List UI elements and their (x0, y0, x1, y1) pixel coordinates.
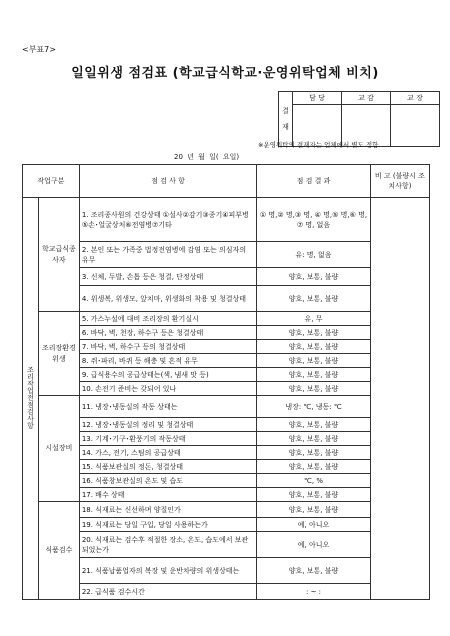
check-item: 13. 기계･기구･환풍기의 작동상태 (79, 432, 256, 446)
check-result[interactable]: 양호, 보통, 불량 (257, 558, 371, 584)
check-result[interactable]: 유, 무 (257, 312, 371, 326)
check-result[interactable]: 유: 명, 없음 (257, 242, 371, 268)
check-item: 18. 식재료는 신선하며 양질인가 (79, 502, 256, 518)
check-item: 17. 배수 상태 (79, 488, 256, 502)
check-item: 22. 급식품 검수시간 (79, 584, 256, 600)
check-item: 19. 식재료는 당일 구입, 당일 사용하는가 (79, 518, 256, 532)
approval-col-principal: 교 장 (391, 92, 440, 105)
signature-cell[interactable] (391, 105, 440, 147)
check-result[interactable]: 양호, 보통, 불량 (257, 446, 371, 460)
remark-cell[interactable] (370, 198, 429, 600)
check-item: 3. 신체, 두발, 손톱 등은 청결, 단정상태 (79, 268, 256, 286)
check-item: 7. 바닥, 벽, 하수구 등의 청결상태 (79, 340, 256, 354)
check-result[interactable]: 양호, 보통, 불량 (257, 354, 371, 368)
check-item: 14. 가스, 전기, 스팀의 공급상태 (79, 446, 256, 460)
approval-note: ※운영위탁의 결재자는 업체에서 별도 정함 (258, 141, 379, 149)
check-result[interactable]: 양호, 보통, 불량 (257, 286, 371, 312)
form-tag: <부표7> (22, 45, 56, 54)
header-remarks: 비 고 (불량시 조치사항) (370, 165, 429, 198)
check-result[interactable]: 양호, 보통, 불량 (257, 340, 371, 354)
group-label: 식품검수 (38, 502, 79, 600)
check-item: 12. 냉장･냉동실의 정리 및 청결상태 (79, 418, 256, 432)
check-result[interactable]: 양호, 보통, 불량 (257, 268, 371, 286)
check-result[interactable]: 냉장: ℃, 냉동: ℃ (257, 396, 371, 418)
check-result[interactable]: 양호, 보통, 불량 (257, 368, 371, 382)
approval-col-staff: 담 당 (293, 92, 342, 105)
group-label: 시설장비 (38, 396, 79, 502)
check-result[interactable]: 양호, 보통, 불량 (257, 488, 371, 502)
check-item: 20. 식재료는 검수후 적절한 장소, 온도, 습도에서 보관되었는가 (79, 532, 256, 558)
header-results: 점 검 결 과 (257, 165, 371, 198)
check-item: 16. 식품창보관실의 온도 및 습도 (79, 474, 256, 488)
header-items: 점 검 사 항 (79, 165, 256, 198)
check-result[interactable]: 양호, 보통, 불량 (257, 502, 371, 518)
main-category: 조리작업전점검사항 (23, 198, 39, 600)
check-result[interactable]: 양호, 보통, 불량 (257, 382, 371, 396)
check-item: 2. 본인 또는 가족중 법정전염병에 감염 또는 의심자의 유무 (79, 242, 256, 268)
check-result[interactable]: 양호, 보통, 불량 (257, 460, 371, 474)
check-item: 4. 위생복, 위생모, 앞치마, 위생화의 착용 및 청결상태 (79, 286, 256, 312)
check-result[interactable]: ℃, % (257, 474, 371, 488)
check-result[interactable]: ① 명,② 명,③ 명, ④ 명,⑤ 명,⑥ 명, ⑦ 명, 없음 (257, 198, 371, 242)
check-result[interactable]: : ~ : (257, 584, 371, 600)
group-label: 조리장환경위생 (38, 312, 79, 396)
check-result[interactable]: 예, 아니오 (257, 532, 371, 558)
check-item: 5. 가스누설에 대비 조리장의 환기실시 (79, 312, 256, 326)
check-item: 6. 바닥, 벽, 천장, 하수구 등은 청결상태 (79, 326, 256, 340)
approval-box (278, 91, 440, 147)
check-item: 15. 식품보관실의 정돈, 청결상태 (79, 460, 256, 474)
group-label: 학교급식종사자 (38, 198, 79, 312)
check-item: 11. 냉장･냉동실의 작동 상태는 (79, 396, 256, 418)
check-item: 21. 식품납품업자의 복장 및 운반차량의 위생상태는 (79, 558, 256, 584)
check-result[interactable]: 양호, 보통, 불량 (257, 326, 371, 340)
check-item: 8. 쥐･파리, 바퀴 등 해충 및 흔적 유무 (79, 354, 256, 368)
check-result[interactable]: 양호, 보통, 불량 (257, 418, 371, 432)
header-category: 작업구분 (23, 165, 80, 198)
check-item: 9. 급식용수의 공급상태는(색, 냄새 맛 등) (79, 368, 256, 382)
check-item: 10. 손전기 준비는 갖되어 있나 (79, 382, 256, 396)
approval-label: 결 재 (279, 92, 293, 147)
page-title: 일일위생 점검표 (학교급식학교·운영위탁업체 비치) (71, 66, 379, 81)
approval-col-vice-principal: 교 감 (342, 92, 391, 105)
date-line: 20 년 월 일( 요일) (174, 153, 240, 161)
check-item: 1. 조리종사원의 건강상태 ①설사②감기③종기④피부병⑤손･얼굴상처⑥전염병⑦기타 (79, 198, 256, 242)
check-result[interactable]: 양호, 보통, 불량 (257, 432, 371, 446)
inspection-table (22, 164, 430, 600)
check-result[interactable]: 예, 아니오 (257, 518, 371, 532)
